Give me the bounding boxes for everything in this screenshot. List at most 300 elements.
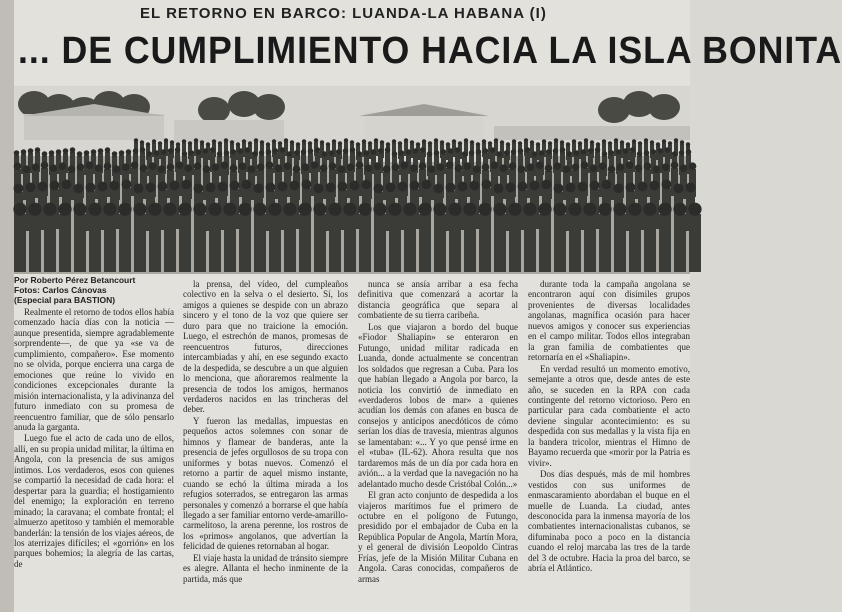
soldier-head (103, 203, 116, 216)
soldier-figure (284, 214, 296, 272)
soldier-head (122, 179, 132, 189)
soldier-head (617, 163, 625, 171)
soldier-head (566, 182, 576, 192)
soldier-head (608, 141, 612, 145)
soldier-figure (209, 214, 221, 272)
soldier-head (28, 148, 34, 154)
soldier-head (422, 139, 426, 143)
soldier-head (506, 182, 516, 192)
soldier-head (662, 163, 670, 171)
soldier-head (347, 163, 355, 171)
soldier-figure (404, 214, 416, 272)
soldier-figure (674, 214, 686, 272)
soldier-head (170, 140, 174, 144)
soldier-head (206, 182, 216, 192)
soldier-head (428, 165, 436, 173)
soldier-head (252, 151, 258, 157)
soldier-head (266, 161, 274, 169)
soldier-head (500, 164, 508, 172)
soldier-head (290, 180, 300, 190)
soldier-head (253, 203, 266, 216)
soldier-head (650, 180, 660, 190)
soldier-head (221, 161, 229, 169)
soldier-head (386, 142, 390, 146)
text-column-3 (358, 279, 518, 612)
soldier-head (680, 164, 688, 172)
soldier-head (386, 182, 396, 192)
soldier-head (568, 203, 581, 216)
soldier-head (193, 203, 206, 216)
soldier-head (689, 162, 697, 170)
soldier-head (113, 165, 121, 173)
soldier-head (59, 162, 67, 170)
soldier-head (278, 181, 288, 191)
soldier-figure (224, 214, 236, 272)
soldier-head (509, 162, 517, 170)
soldier-head (149, 162, 157, 170)
soldier-head (308, 148, 314, 154)
soldier-figure (359, 214, 371, 272)
paragraph: Y fueron las medallas, impuestas en pequeños actos solemnes con sonar de himnos y flamear de banderas, ante la presencia de jefes orgullosos de su tropa con uniformes y botas nuevos. Comenzó el retorno a partir de aquel mismo instante, cuando se echó la última mirada a los refugios soterrados, se entregaron las armas personales y comenzó a borrarse el que había llegado a ser familiar entorno verde-amarillo-carmelitoso, la arena perenne, los rostros de los «primos» angolanos, que advertían la felicidad de quienes retornaban al hogar. (183, 415, 348, 552)
soldier-head (68, 165, 76, 173)
text-column-2 (183, 279, 348, 612)
soldier-head (613, 203, 626, 216)
soldier-head (628, 203, 641, 216)
soldier-head (245, 147, 251, 153)
soldier-head (212, 139, 216, 143)
soldier-head (254, 138, 258, 142)
soldier-head (399, 150, 405, 156)
soldier-head (446, 161, 454, 169)
soldier-head (658, 203, 671, 216)
soldier-figure (134, 214, 146, 272)
soldier-head (518, 165, 526, 173)
soldier-head (188, 141, 192, 145)
paragraph: Realmente el retorno de todos ellos había comenzado hacía días con la noticia —aunque presentida, siempre agradablemente sorprendente—, de que ya «se va de cumplimiento, compañero». Ese momento no se olvida, porque encierra una carga de emociones que reúne lo vivido en condiciones excepcionales durante la misión internacionalista, y la adivinanza del futuro inmediato con su promesa de reencuentro familiar, que de sólo pensarlo anuda la garganta. (14, 307, 174, 432)
soldier-figure (89, 214, 101, 272)
soldier-head (230, 180, 240, 190)
military-formation-photo (14, 86, 690, 274)
soldier-head (56, 149, 62, 155)
soldier-head (595, 147, 601, 153)
soldier-head (410, 140, 414, 144)
soldier-figure (524, 214, 536, 272)
soldier-head (238, 203, 251, 216)
soldier-head (110, 180, 120, 190)
soldier-head (329, 150, 335, 156)
soldier-head (635, 164, 643, 172)
soldier-figure (584, 214, 596, 272)
soldier-head (196, 149, 202, 155)
soldier-head (231, 149, 237, 155)
soldier-head (38, 181, 48, 191)
byline-author: Por Roberto Pérez Betancourt (14, 275, 136, 285)
soldier-head (686, 182, 696, 192)
soldier-head (77, 151, 83, 157)
soldier-head (86, 161, 94, 169)
soldier-head (448, 203, 461, 216)
soldier-head (308, 141, 312, 145)
soldier-head (413, 148, 419, 154)
soldier-head (14, 183, 24, 193)
soldier-head (614, 183, 624, 193)
byline (14, 275, 184, 305)
soldier-head (294, 150, 300, 156)
soldier-head (98, 148, 104, 154)
paragraph: Luego fue el acto de cada uno de ellos, allí, en su propia unidad militar, la última en Angola, con la presencia de sus amigos íntimos. Los verdaderos, esos con quienes se compartió la necesidad de cada hora: el despertar para la guardia; el hostigamiento del enemigo; la exploración en terreno minado; la caravana; el combate frontal; el almuerzo apetitoso y también el memorable banderlán: la tensión de los viajes aéreos, de los aterrizajes difíciles; el «gorrión» en los parques bohemios; la alegría de las cartas, de (14, 433, 174, 569)
soldier-figure (479, 214, 491, 272)
soldier-head (560, 140, 564, 144)
soldier-head (119, 150, 125, 156)
soldier-head (242, 139, 246, 143)
soldier-head (167, 163, 175, 171)
soldier-head (478, 203, 491, 216)
soldier-head (668, 141, 672, 145)
soldier-head (650, 140, 654, 144)
soldier-head (398, 141, 402, 145)
soldier-head (50, 180, 60, 190)
soldier-head (134, 138, 138, 142)
soldier-figure (494, 214, 506, 272)
soldier-head (302, 179, 312, 189)
paragraph: nunca se ansía arribar a esa fecha definitiva que comenzará a acortar la distancia geográfica que separa al combatiente de su tierra caribeña. (358, 279, 518, 321)
soldier-head (626, 142, 630, 146)
soldier-head (614, 138, 618, 142)
soldier-head (458, 141, 462, 145)
soldier-head (422, 179, 432, 189)
soldier-head (23, 165, 31, 173)
soldier-figure (29, 214, 41, 272)
soldier-head (163, 203, 176, 216)
soldier-head (536, 142, 540, 146)
soldier-head (446, 142, 450, 146)
soldier-head (548, 141, 552, 145)
soldier-head (185, 164, 193, 172)
soldier-head (651, 149, 657, 155)
soldier-head (482, 163, 490, 171)
soldier-head (406, 149, 412, 155)
soldier-head (518, 148, 524, 154)
soldier-head (545, 164, 553, 172)
soldier-head (524, 138, 528, 142)
soldier-head (598, 203, 611, 216)
soldier-head (364, 150, 370, 156)
soldier-head (182, 151, 188, 157)
soldier-head (343, 148, 349, 154)
soldier-head (230, 140, 234, 144)
soldier-figure (59, 214, 71, 272)
byline-special: (Especial para BASTION) (14, 295, 116, 305)
soldier-head (290, 140, 294, 144)
soldier-head (378, 148, 384, 154)
soldier-head (112, 151, 118, 157)
soldier-head (365, 164, 373, 172)
soldier-head (146, 182, 156, 192)
soldier-head (373, 203, 386, 216)
soldier-head (434, 183, 444, 193)
hangar-building (174, 120, 284, 142)
soldier-head (554, 183, 564, 193)
soldier-head (147, 151, 153, 157)
soldier-head (194, 162, 202, 170)
soldier-head (206, 142, 210, 146)
soldier-head (493, 203, 506, 216)
soldier-head (152, 139, 156, 143)
soldier-head (392, 151, 398, 157)
soldier-head (95, 164, 103, 172)
soldier-head (49, 150, 55, 156)
soldier-head (182, 179, 192, 189)
soldier-head (553, 203, 566, 216)
soldier-head (452, 139, 456, 143)
soldier-figure (344, 214, 356, 272)
soldier-head (638, 181, 648, 191)
photo-illustration (14, 86, 690, 274)
soldier-head (313, 203, 326, 216)
soldier-head (194, 183, 204, 193)
soldier-head (350, 180, 360, 190)
soldier-head (278, 141, 282, 145)
soldier-head (326, 142, 330, 146)
soldier-head (532, 151, 538, 157)
soldier-head (530, 180, 540, 190)
soldier-head (161, 149, 167, 155)
soldier-head (398, 181, 408, 191)
soldier-head (332, 139, 336, 143)
soldier-head (527, 163, 535, 171)
soldier-figure (539, 214, 551, 272)
soldier-head (329, 162, 337, 170)
soldier-head (272, 139, 276, 143)
soldier-head (403, 203, 416, 216)
soldier-figure (629, 214, 641, 272)
soldier-figure (104, 214, 116, 272)
soldier-head (567, 151, 573, 157)
soldier-head (218, 181, 228, 191)
soldier-head (336, 149, 342, 155)
soldier-head (62, 179, 72, 189)
soldier-figure (119, 214, 131, 272)
soldier-head (236, 142, 240, 146)
soldier-head (418, 203, 431, 216)
soldier-figure (554, 214, 566, 272)
soldier-head (356, 161, 364, 169)
soldier-head (176, 161, 184, 169)
soldier-head (512, 139, 516, 143)
soldier-head (374, 162, 382, 170)
soldier-head (133, 148, 139, 154)
soldier-head (175, 147, 181, 153)
soldier-head (388, 203, 401, 216)
soldier-head (653, 165, 661, 173)
soldier-head (437, 163, 445, 171)
soldier-head (563, 165, 571, 173)
soldier-head (140, 140, 144, 144)
soldier-head (644, 150, 650, 156)
soldier-head (630, 147, 636, 153)
soldier-head (168, 148, 174, 154)
soldier-head (343, 203, 356, 216)
soldier-head (176, 142, 180, 146)
tree-shape (198, 97, 230, 123)
soldier-head (301, 149, 307, 155)
soldier-figure (569, 214, 581, 272)
soldier-head (542, 179, 552, 189)
soldier-head (644, 162, 652, 170)
soldier-figure (269, 214, 281, 272)
soldier-head (554, 138, 558, 142)
soldier-head (146, 142, 150, 146)
soldier-head (599, 162, 607, 170)
soldier-head (392, 163, 400, 171)
soldier-head (357, 151, 363, 157)
soldier-head (210, 147, 216, 153)
soldier-head (158, 141, 162, 145)
soldier-head (578, 141, 582, 145)
soldier-head (643, 203, 656, 216)
soldier-head (284, 162, 292, 170)
soldier-head (433, 203, 446, 216)
soldier-head (470, 180, 480, 190)
soldier-head (41, 161, 49, 169)
soldier-head (584, 138, 588, 142)
soldier-head (490, 147, 496, 153)
soldier-figure (644, 214, 656, 272)
soldier-head (260, 140, 264, 144)
soldier-head (536, 161, 544, 169)
soldier-head (679, 150, 685, 156)
soldier-head (508, 203, 521, 216)
soldier-head (497, 151, 503, 157)
soldier-head (511, 149, 517, 155)
soldier-head (230, 164, 238, 172)
soldier-head (293, 165, 301, 173)
soldier-head (158, 181, 168, 191)
soldier-head (35, 147, 41, 153)
soldier-head (602, 139, 606, 143)
soldier-head (546, 149, 552, 155)
soldier-head (626, 182, 636, 192)
soldier-head (420, 147, 426, 153)
soldier-head (311, 161, 319, 169)
soldier-head (273, 148, 279, 154)
soldier-head (194, 138, 198, 142)
soldier-head (602, 179, 612, 189)
soldier-head (632, 139, 636, 143)
soldier-head (21, 149, 27, 155)
soldier-head (609, 150, 615, 156)
soldier-head (58, 203, 71, 216)
soldier-head (482, 179, 492, 189)
soldier-head (463, 203, 476, 216)
soldier-head (314, 183, 324, 193)
soldier-head (328, 203, 341, 216)
soldier-head (518, 181, 528, 191)
soldier-figure (179, 214, 191, 272)
tree-shape (648, 94, 680, 120)
soldier-head (189, 150, 195, 156)
soldier-figure (44, 214, 56, 272)
soldier-head (266, 142, 270, 146)
soldier-head (674, 138, 678, 142)
soldier-head (344, 138, 348, 142)
soldier-head (182, 139, 186, 143)
soldier-head (42, 151, 48, 157)
soldier-head (539, 150, 545, 156)
soldier-head (637, 151, 643, 157)
soldier-head (518, 141, 522, 145)
soldier-head (84, 150, 90, 156)
soldier-head (554, 162, 562, 170)
soldier-head (553, 148, 559, 154)
soldier-head (118, 203, 131, 216)
soldier-figure (164, 214, 176, 272)
soldier-head (476, 142, 480, 146)
soldier-head (572, 163, 580, 171)
soldier-figure (14, 214, 26, 272)
soldier-head (504, 150, 510, 156)
soldier-head (239, 162, 247, 170)
soldier-head (458, 181, 468, 191)
soldier-head (302, 163, 310, 171)
soldier-head (218, 141, 222, 145)
paragraph: El viaje hasta la unidad de tránsito siempre es alegre. Allanta el hecho inminente de la partida, más que (183, 552, 348, 584)
soldier-head (320, 140, 324, 144)
soldier-head (50, 164, 58, 172)
soldier-head (416, 142, 420, 146)
paragraph: durante toda la campaña angolana se encontraron aquí con disímiles grupos provenientes de diversas localidades angolanas, magnífica ocasión para hacer nuevos amigos y conocer sus experiencias en el campo militar. Todos ellos integraban la gran familia de combatientes que retornaría en el «Shaliapin». (528, 279, 690, 363)
soldier-head (178, 203, 191, 216)
soldier-head (410, 180, 420, 190)
soldier-head (428, 141, 432, 145)
soldier-head (242, 179, 252, 189)
soldier-head (620, 140, 624, 144)
soldier-head (530, 140, 534, 144)
soldier-head (686, 142, 690, 146)
soldier-head (583, 203, 596, 216)
soldier-head (404, 138, 408, 142)
soldier-figure (449, 214, 461, 272)
soldier-head (488, 141, 492, 145)
soldier-figure (314, 214, 326, 272)
soldier-head (70, 147, 76, 153)
soldier-head (455, 147, 461, 153)
soldier-head (266, 149, 272, 155)
soldier-head (287, 151, 293, 157)
soldier-head (374, 138, 378, 142)
soldier-head (419, 162, 427, 170)
soldier-head (462, 151, 468, 157)
soldier-head (314, 138, 318, 142)
soldier-head (320, 164, 328, 172)
soldier-figure (149, 214, 161, 272)
soldier-figure (389, 214, 401, 272)
soldier-head (608, 165, 616, 173)
soldier-head (212, 163, 220, 171)
soldier-figure (74, 214, 86, 272)
soldier-head (126, 149, 132, 155)
soldier-head (14, 162, 22, 170)
text-column-1 (14, 307, 174, 612)
soldier-head (581, 161, 589, 169)
soldier-head (385, 147, 391, 153)
soldier-head (73, 203, 86, 216)
soldier-head (581, 149, 587, 155)
soldier-head (686, 149, 692, 155)
soldier-head (315, 147, 321, 153)
soldier-head (671, 161, 679, 169)
soldier-head (98, 181, 108, 191)
